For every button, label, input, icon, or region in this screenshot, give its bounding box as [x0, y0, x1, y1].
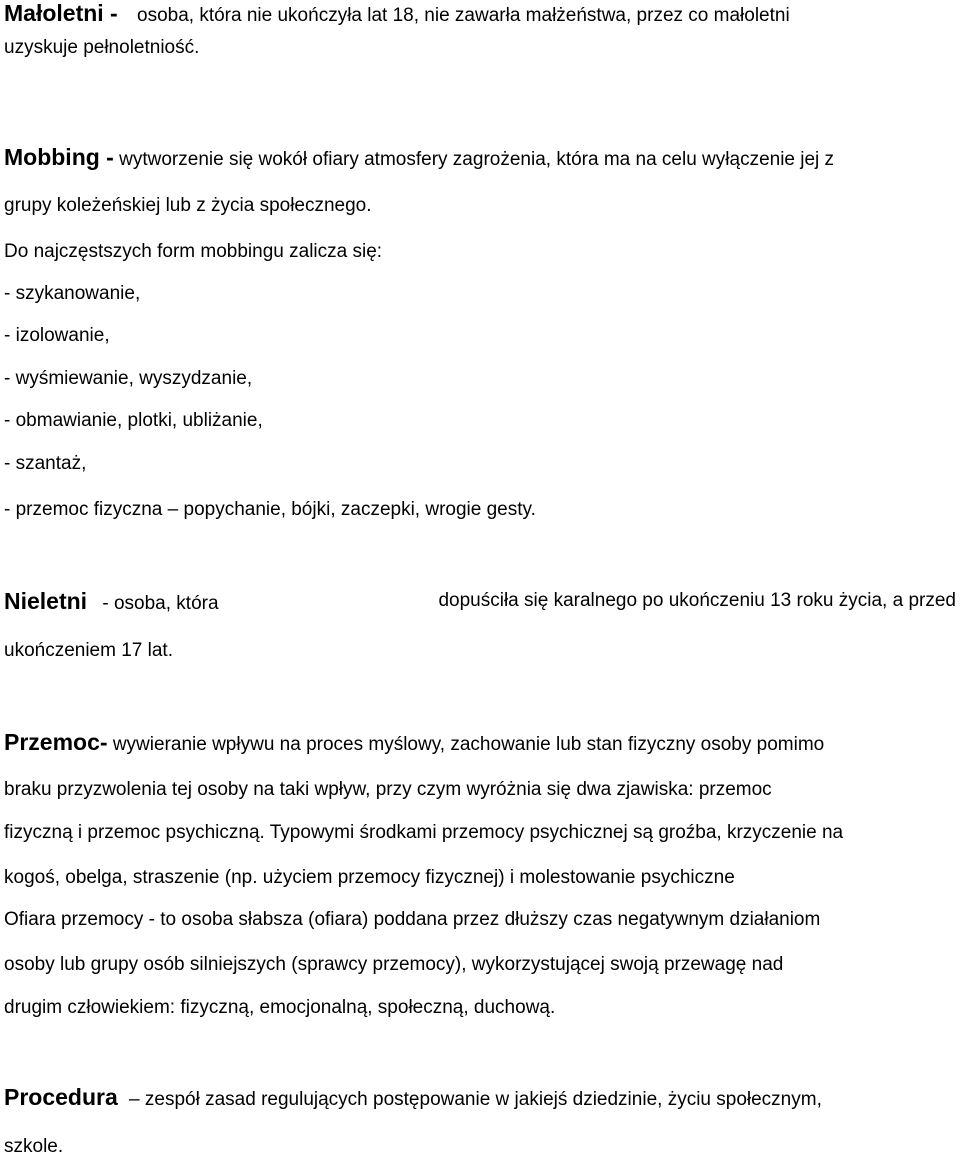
mobbing-form-item: - izolowanie,	[4, 325, 110, 346]
term-przemoc: Przemoc-	[4, 729, 108, 755]
mobbing-definition: wytworzenie się wokół ofiary atmosfery zagrożenia, która ma na celu wyłączenie jej z	[119, 149, 835, 170]
term-maloletni: Małoletni -	[4, 0, 118, 26]
mobbing-forms-intro: Do najczęstszych form mobbingu zalicza się:	[4, 241, 383, 262]
ofiara-line-2: osoby lub grupy osób silniejszych (sprawcy przemocy), wykorzystującej swoją przewagę nad	[4, 954, 784, 975]
maloletni-line-1	[4, 0, 956, 29]
procedura-definition: – zespół zasad regulujących postępowanie w jakiejś dziedzinie, życiu społecznym,	[129, 1089, 822, 1110]
mobbing-form-item: - szykanowanie,	[4, 283, 141, 304]
term-mobbing: Mobbing -	[4, 144, 114, 170]
przemoc-line-1	[4, 729, 956, 758]
ofiara-line-1: Ofiara przemocy - to osoba słabsza (ofiara) poddana przez dłuższy czas negatywnym działaniom	[4, 909, 821, 930]
mobbing-form-item: - wyśmiewanie, wyszydzanie,	[4, 368, 253, 389]
nieletni-definition-start: - osoba, która	[102, 593, 219, 614]
przemoc-line-3: fizyczną i przemoc psychiczną. Typowymi środkami przemocy psychicznej są groźba, krzyczenie na	[4, 822, 844, 843]
nieletni-line-1	[4, 588, 956, 617]
term-procedura: Procedura	[4, 1084, 118, 1110]
term-nieletni: Nieletni	[4, 588, 88, 614]
przemoc-line-2: braku przyzwolenia tej osoby na taki wpływ, przy czym wyróżnia się dwa zjawiska: przemoc	[4, 779, 772, 800]
mobbing-line-2: grupy koleżeńskiej lub z życia społecznego.	[4, 195, 372, 216]
mobbing-line-1	[4, 144, 956, 173]
procedura-line-1	[4, 1084, 956, 1113]
przemoc-definition: wywieranie wpływu na proces myślowy, zachowanie lub stan fizyczny osoby pomimo	[112, 734, 825, 755]
ofiara-line-3: drugim człowiekiem: fizyczną, emocjonalną, społeczną, duchową.	[4, 997, 556, 1018]
nieletni-line-2: ukończeniem 17 lat.	[4, 640, 173, 661]
maloletni-definition: osoba, która nie ukończyła lat 18, nie zawarła małżeństwa, przez co małoletni	[137, 5, 790, 26]
przemoc-line-4: kogoś, obelga, straszenie (np. użyciem przemocy fizycznej) i molestowanie psychiczne	[4, 867, 735, 888]
procedura-line-2: szkole.	[4, 1136, 64, 1157]
mobbing-form-item: - przemoc fizyczna – popychanie, bójki, zaczepki, wrogie gesty.	[4, 499, 536, 520]
mobbing-form-item: - szantaż,	[4, 453, 87, 474]
mobbing-form-item: - obmawianie, plotki, ubliżanie,	[4, 410, 263, 431]
nieletni-definition: dopuściła się karalnego po ukończeniu 13 roku życia, a przed	[438, 590, 956, 611]
maloletni-line-2: uzyskuje pełnoletniość.	[4, 37, 200, 58]
nieletni-lead	[4, 588, 219, 617]
